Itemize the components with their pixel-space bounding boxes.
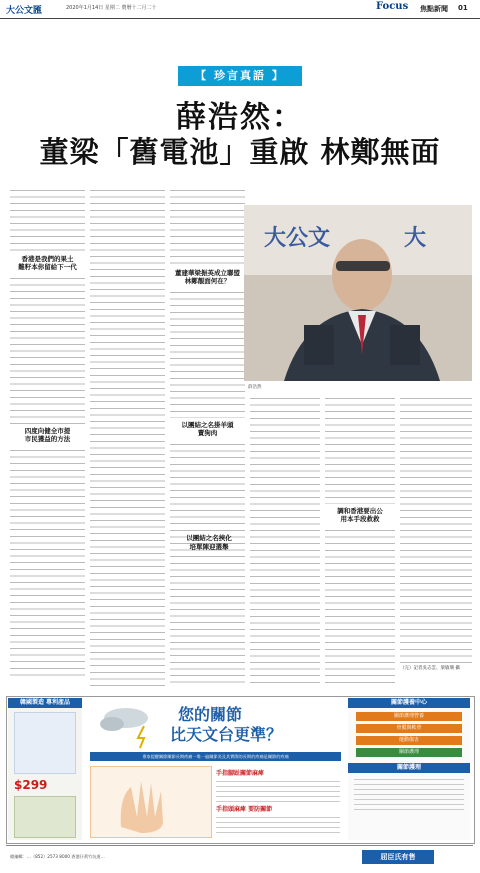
headline-line-1: 薛浩然： xyxy=(176,100,304,135)
focus-label: Focus xyxy=(376,1,409,12)
page-footer xyxy=(6,845,473,870)
product-pack-image xyxy=(14,796,76,838)
portrait-photo-image xyxy=(244,205,472,381)
footer-brand: 屈臣氏有售 xyxy=(362,850,434,864)
subhead-4: 以團結之名掛羊頭 賣狗肉 xyxy=(181,421,234,437)
headline-line-2: 董梁「舊電池」重啟 林鄭無面 xyxy=(39,135,441,169)
ad-center-copy-2 xyxy=(216,814,340,836)
ad-right-copy xyxy=(354,776,464,810)
ad-center-tagline: 專家提醒關節關節長期疼痛一堆一遍關節炎及其實際的長期的疼痛是關節的疼痛 xyxy=(90,752,341,761)
article-column-6 xyxy=(400,394,472,684)
product-box-image xyxy=(14,712,76,774)
ad-right-item-3: 運動傷害 xyxy=(356,736,462,745)
ad-center-title-1: 您的關節 xyxy=(178,705,243,724)
ad-right-title: 關節護養中心 xyxy=(348,698,470,708)
article-column-3 xyxy=(170,186,245,686)
newspaper-logo: 大公文匯 xyxy=(6,6,43,16)
ad-right-item-2: 骨膜與軟骨 xyxy=(356,724,462,733)
ad-price: $299 xyxy=(14,778,48,792)
pull-quote: 以團結之名挾化 培單陣迎選舉 xyxy=(186,534,232,551)
footer-info: 總編輯：…（852）2573 8000 香港仔黃竹坑道… xyxy=(10,854,105,859)
svg-text:大公文: 大公文 xyxy=(264,225,331,251)
portrait-photo xyxy=(244,205,472,381)
ad-hand-image xyxy=(90,766,212,838)
ad-right-item-4: 關節護理 xyxy=(356,748,462,757)
issue-date: 2020年1月14日 星期二 農曆十二月二十 xyxy=(66,5,157,11)
ad-center-title-2: 比天文台更準？ xyxy=(170,725,283,744)
article-column-4 xyxy=(250,394,320,684)
page-number: 01 xyxy=(458,4,468,12)
hand-illustration xyxy=(91,767,211,837)
ad-center-copy-1 xyxy=(216,778,340,802)
ad-right-item-1: 關節護理營養 xyxy=(356,712,462,721)
article-credit: （完）記者吳志雲、梁敏珊 攝 xyxy=(400,666,460,671)
subhead-3: 董建華梁振英成立聯盟 林鄭靚面何在？ xyxy=(175,269,240,285)
ad-center-panel xyxy=(86,698,345,840)
ad-right-subtitle: 關節護理 xyxy=(348,763,470,773)
svg-text:大: 大 xyxy=(404,225,427,251)
subhead-1: 香港是我們的果土 難籽本你留給下一代 xyxy=(18,255,77,271)
article-column-1 xyxy=(10,186,85,686)
column-banner: 【 珍言真語 】 xyxy=(178,66,302,86)
subhead-2: 四度向健全市提 市民獲益的方法 xyxy=(24,427,71,443)
article-column-5 xyxy=(325,394,395,684)
ad-left-panel xyxy=(8,698,82,840)
article-column-2 xyxy=(90,186,165,686)
ad-left-title: 韓國製造 專利產品 xyxy=(8,698,82,708)
ad-center-sub-1: 手指腳趾關節麻痺 xyxy=(216,770,265,777)
ad-right-panel xyxy=(348,698,470,840)
subhead-6: 調和香港要出公 用本手段救救 xyxy=(337,507,383,523)
section-label: 焦點新聞 xyxy=(420,5,448,13)
photo-caption: 薛浩然 xyxy=(248,385,262,390)
ad-center-sub-2: 手指頭麻痺 要防關節 xyxy=(216,806,273,813)
